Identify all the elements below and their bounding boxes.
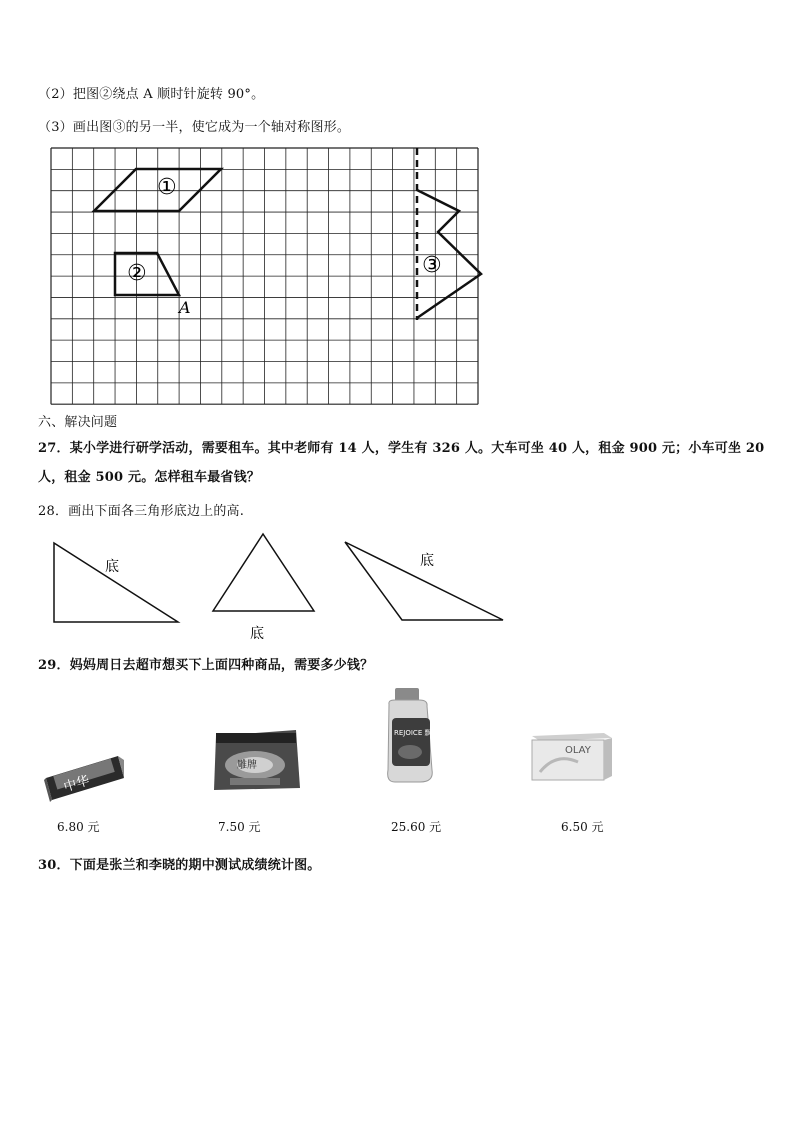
svg-text:REJOICE 飘柔: REJOICE 飘柔 xyxy=(394,729,439,737)
question-27-line2: 人，租金 500 元。怎样租车最省钱？ xyxy=(38,470,260,485)
base-label-3: 底 xyxy=(420,553,434,569)
base-label-2: 底 xyxy=(250,626,264,642)
svg-text:中华: 中华 xyxy=(62,773,92,796)
detergent-bag-image xyxy=(214,730,300,790)
question-30-text: 30．下面是张兰和李晓的期中测试成绩统计图。 xyxy=(38,858,321,873)
soap-box-image xyxy=(532,733,612,780)
question-3-text: （3）画出图③的另一半，使它成为一个轴对称图形。 xyxy=(38,120,351,135)
price-toothpaste: 6.80 元 xyxy=(57,820,100,834)
section-6-heading: 六、解决问题 xyxy=(38,415,118,430)
price-soap: 6.50 元 xyxy=(561,820,604,834)
question-29-text: 29．妈妈周日去超市想买下上面四种商品，需要多少钱？ xyxy=(38,658,374,673)
toothpaste-box-image xyxy=(44,756,124,802)
question-2-text: （2）把图②绕点 A 顺时针旋转 90°。 xyxy=(38,87,265,102)
shape-label-2: ② xyxy=(127,261,147,286)
shampoo-bottle-image xyxy=(388,688,439,782)
base-label-1: 底 xyxy=(105,559,119,575)
shape-label-3: ③ xyxy=(422,253,442,278)
price-detergent: 7.50 元 xyxy=(218,820,261,834)
price-shampoo: 25.60 元 xyxy=(391,820,442,834)
question-28-text: 28．画出下面各三角形底边上的高. xyxy=(38,504,245,519)
svg-text:OLAY: OLAY xyxy=(565,745,591,756)
shape-label-1: ① xyxy=(157,175,177,200)
point-a-label: A xyxy=(179,298,191,317)
svg-text:雕牌: 雕牌 xyxy=(237,760,257,771)
question-27-line1: 27．某小学进行研学活动，需要租车。其中老师有 14 人，学生有 326 人。大车可坐 40 人，租金 900 元；小车可坐 20 xyxy=(38,441,765,456)
